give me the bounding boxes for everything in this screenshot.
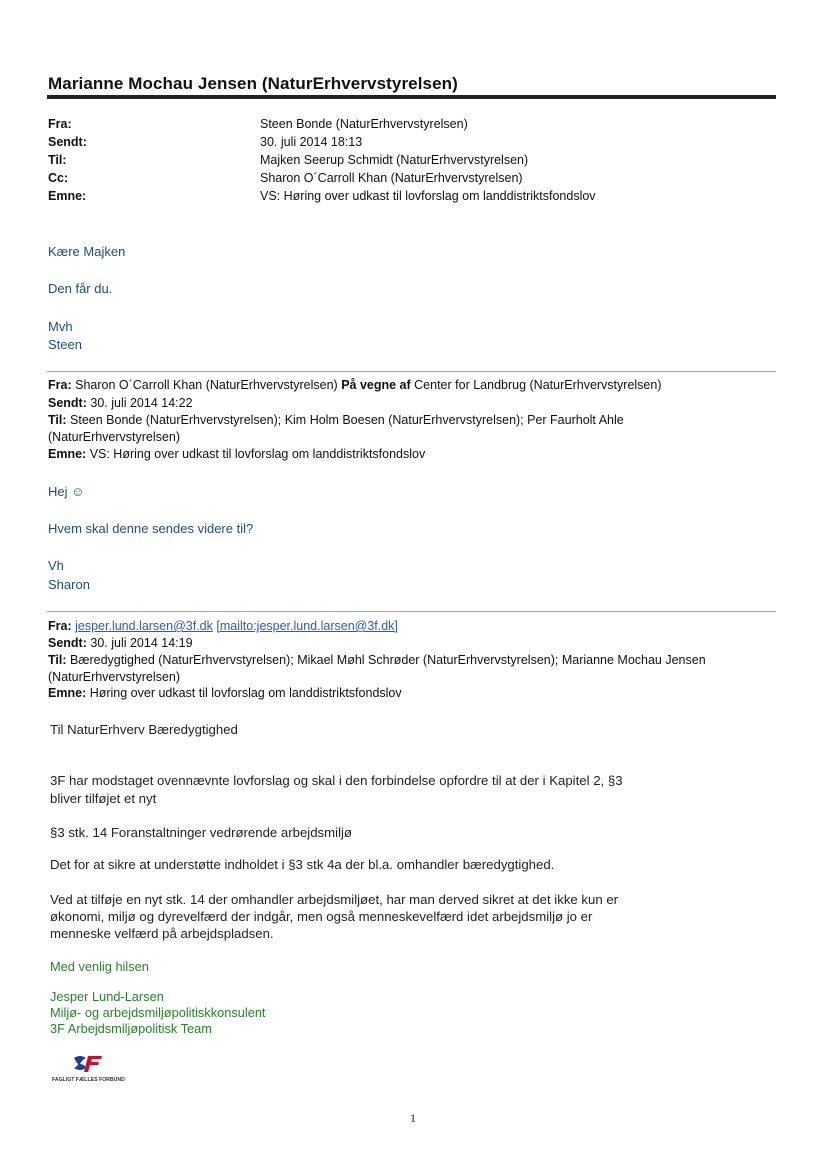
signature-team: 3F Arbejdsmiljøpolitisk Team xyxy=(50,1021,212,1036)
forward1-to-cont: (NaturErhvervstyrelsen) xyxy=(48,430,180,444)
message1-greeting: Kære Majken xyxy=(48,244,126,259)
header-to-label: Til: xyxy=(48,153,67,167)
3f-logo-text: FAGLIGT FÆLLES FORBUND xyxy=(52,1077,125,1083)
forward1-from-value: Sharon O´Carroll Khan (NaturErhvervstyrelsen) xyxy=(75,378,338,392)
forward1-greeting: Hej ☺ xyxy=(48,484,85,499)
forward2-salutation: Til NaturErhverv Bæredygtighed xyxy=(50,722,238,737)
forward1-closing: Vh xyxy=(48,558,64,573)
forward2-from-email-link[interactable]: jesper.lund.larsen@3f.dk xyxy=(75,619,213,633)
forward2-para4-line2: økonomi, miljø og dyrevelfærd der indgår, men også menneskevelfærd idet arbejdsmiljø jo er xyxy=(50,909,593,924)
forward2-to-label: Til: xyxy=(48,653,67,667)
header-cc-value: Sharon O´Carroll Khan (NaturErhvervstyrelsen) xyxy=(260,171,523,185)
forward1-on-behalf-value: Center for Landbrug (NaturErhvervstyrelsen) xyxy=(414,378,662,392)
3f-logo-icon xyxy=(52,1052,142,1084)
forward1-body: Hvem skal denne sendes videre til? xyxy=(48,521,254,536)
forward2-para4-line1: Ved at tilføje en nyt stk. 14 der omhandler arbejdsmiljøet, har man derved sikret at det ikke kun er xyxy=(50,892,619,907)
page-number: 1 xyxy=(410,1111,416,1125)
3f-logo xyxy=(52,1052,142,1084)
header-sent-value: 30. juli 2014 18:13 xyxy=(260,135,363,149)
forward2-sent-line xyxy=(48,636,193,650)
header-from-value: Steen Bonde (NaturErhvervstyrelsen) xyxy=(260,117,468,131)
message1-closing: Mvh xyxy=(48,319,73,334)
forward1-to-label: Til: xyxy=(48,413,67,427)
mailbox-owner-title: Marianne Mochau Jensen (NaturErhvervstyrelsen) xyxy=(48,74,458,93)
signature-name: Jesper Lund-Larsen xyxy=(50,989,164,1004)
forward2-from-label: Fra: xyxy=(48,619,72,633)
forward1-sent-line xyxy=(48,396,193,410)
separator-2 xyxy=(47,611,776,612)
forward2-from-line xyxy=(48,619,398,633)
forward1-from-label: Fra: xyxy=(48,378,72,392)
forward2-para1-line1: 3F har modstaget ovennævnte lovforslag og skal i den forbindelse opfordre til at der i Kapitel 2, §3 xyxy=(50,773,623,788)
forward1-from-line xyxy=(48,378,661,392)
header-subject-value: VS: Høring over udkast til lovforslag om landdistriktsfondslov xyxy=(260,189,596,203)
header-to-value: Majken Seerup Schmidt (NaturErhvervstyrelsen) xyxy=(260,153,529,167)
forward1-on-behalf-label: På vegne af xyxy=(341,378,411,392)
forward2-subject-value: Høring over udkast til lovforslag om landdistriktsfondslov xyxy=(89,686,402,700)
forward1-sent-label: Sendt: xyxy=(48,396,87,410)
forward2-closing: Med venlig hilsen xyxy=(50,959,149,974)
forward1-signature: Sharon xyxy=(48,577,90,592)
message1-body: Den får du. xyxy=(48,281,113,296)
forward2-para1-line2: bliver tilføjet et nyt xyxy=(50,791,157,806)
forward2-para3: Det for at sikre at understøtte indholdet i §3 stk 4a der bl.a. omhandler bæredygtighed. xyxy=(50,857,555,872)
forward1-subject-value: VS: Høring over udkast til lovforslag om landdistriktsfondslov xyxy=(89,447,426,461)
forward1-subject-label: Emne: xyxy=(48,447,87,461)
forward2-to-line xyxy=(48,653,706,667)
header-from-label: Fra: xyxy=(48,117,72,131)
forward1-sent-value: 30. juli 2014 14:22 xyxy=(90,396,193,410)
forward2-mailto-link[interactable]: [mailto:jesper.lund.larsen@3f.dk] xyxy=(216,619,398,633)
forward2-subject-label: Emne: xyxy=(48,686,87,700)
forward2-to-cont: (NaturErhvervstyrelsen) xyxy=(48,670,180,684)
signature-title: Miljø- og arbejdsmiljøpolitiskkonsulent xyxy=(50,1005,266,1020)
title-rule xyxy=(47,95,776,99)
header-subject-label: Emne: xyxy=(48,189,87,203)
forward1-to-value: Steen Bonde (NaturErhvervstyrelsen); Kim Holm Boesen (NaturErhvervstyrelsen); Per Faurholt Ahle xyxy=(70,413,624,427)
forward2-subject-line xyxy=(48,686,402,700)
header-cc-label: Cc: xyxy=(48,171,69,185)
forward2-sent-label: Sendt: xyxy=(48,636,87,650)
forward2-to-value: Bæredygtighed (NaturErhvervstyrelsen); Mikael Møhl Schrøder (NaturErhvervstyrelsen); Marianne Mochau Jensen xyxy=(70,653,706,667)
header-sent-label: Sendt: xyxy=(48,135,87,149)
forward2-para2: §3 stk. 14 Foranstaltninger vedrørende arbejdsmiljø xyxy=(50,825,352,840)
forward2-para4-line3: menneske velfærd på arbejdspladsen. xyxy=(50,926,274,941)
separator-1 xyxy=(47,371,776,372)
message1-signature: Steen xyxy=(48,337,82,352)
forward1-to-line xyxy=(48,413,624,427)
forward1-subject-line xyxy=(48,447,425,461)
forward2-sent-value: 30. juli 2014 14:19 xyxy=(90,636,193,650)
